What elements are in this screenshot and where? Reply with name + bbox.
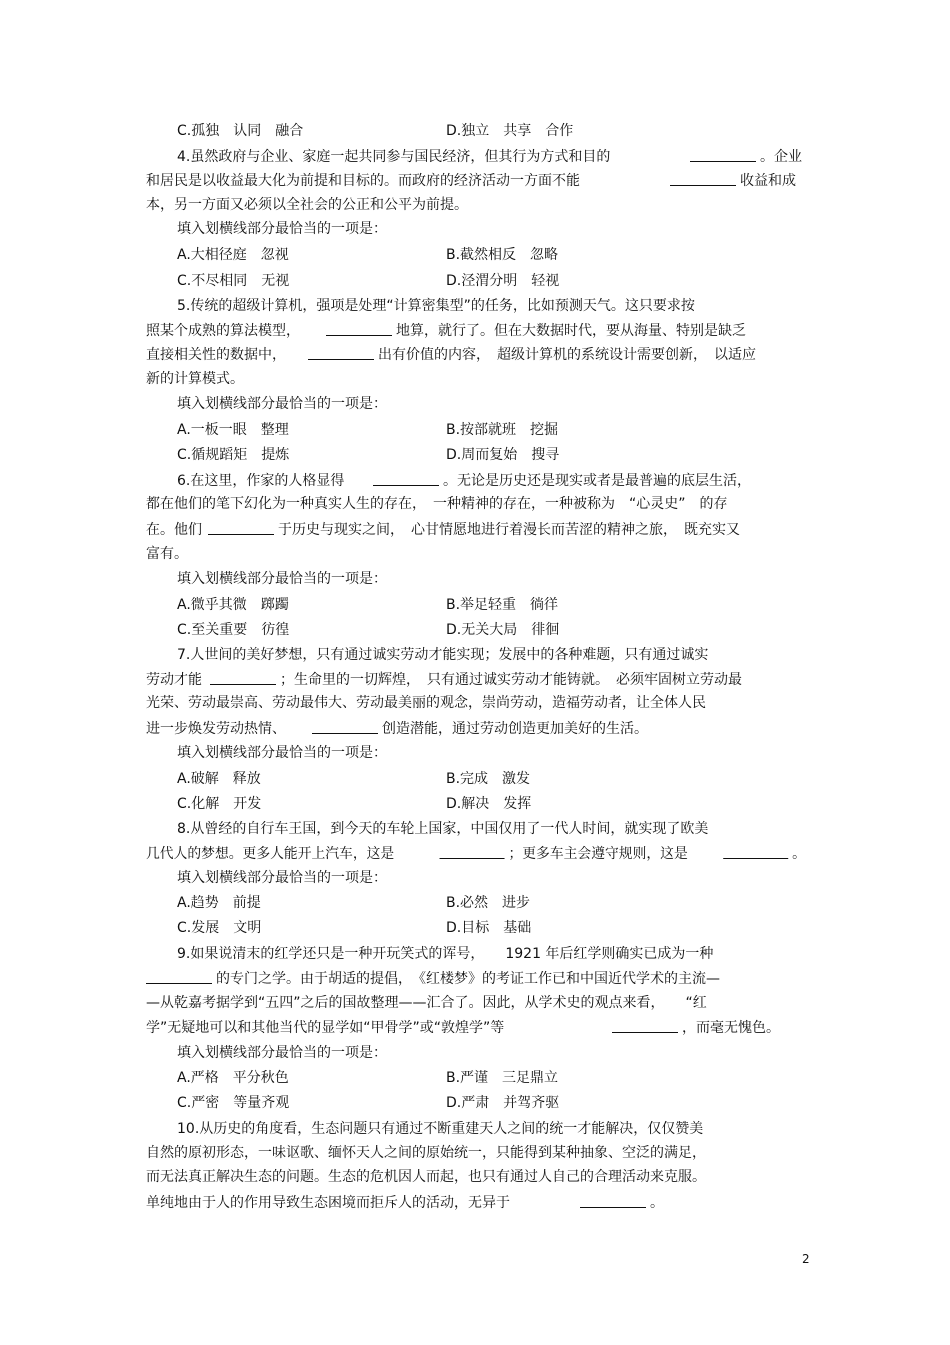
text-line [146, 520, 740, 539]
text-segment: 。 [792, 846, 806, 862]
text-line [146, 321, 746, 340]
text-segment: 和居民是以收益最大化为前提和目标的。而政府的经济活动一方面不能 [146, 173, 580, 189]
text-segment: 进一步焕发劳动热情、 [146, 721, 286, 737]
text-line [177, 147, 802, 166]
text-segment: 收益和成 [740, 173, 796, 189]
text-segment: D.解决 发挥 [446, 796, 532, 812]
text-segment: 填入划横线部分最恰当的一项是： [177, 870, 387, 886]
text-line [177, 1069, 289, 1087]
text-segment: 8.从曾经的自行车王国，到今天的车轮上国家，中国仅用了一代人时间，就实现了欧美 [177, 821, 709, 837]
text-segment: 学”无疑地可以和其他当代的显学如“甲骨学”或“敦煌学”等 [146, 1020, 505, 1036]
text-segment: D.无关大局 徘徊 [446, 622, 560, 638]
text-line [146, 1193, 664, 1212]
text-segment: B.截然相反 忽略 [446, 247, 559, 263]
text-segment: 而无法真正解决生态的问题。生态的危机因人而起，也只有通过人自己的合理活动来克服。 [146, 1169, 706, 1185]
text-line [146, 345, 756, 364]
text-line [177, 744, 387, 762]
text-segment: 4.虽然政府与企业、家庭一起共同参与国民经济，但其行为方式和目的 [177, 149, 611, 165]
text-segment: C.不尽相同 无视 [177, 273, 290, 289]
text-line [446, 621, 559, 639]
text-segment: 本，另一方面又必须以全社会的公正和公平为前提。 [146, 197, 468, 213]
text-line [177, 471, 751, 490]
text-segment: 9.如果说清末的红学还只是一种开玩笑式的诨号， 1921 年后红学则确实已成为一种 [177, 946, 714, 962]
text-line [146, 196, 468, 214]
text-line [177, 621, 289, 639]
text-segment: D.严肃 并驾齐驱 [446, 1095, 560, 1111]
text-segment: A.一板一眼 整理 [177, 422, 289, 438]
text-line [177, 869, 387, 887]
text-line [446, 1094, 559, 1112]
text-segment: 于历史与现实之间， 心甘情愿地进行着漫长而苦涩的精神之旅， 既充实又 [278, 522, 740, 538]
text-line [177, 820, 708, 838]
text-line [177, 446, 289, 464]
text-line [446, 421, 558, 439]
fill-in-blank [326, 321, 392, 336]
fill-in-blank [146, 969, 212, 984]
text-segment: 直接相关性的数据中， [146, 347, 286, 363]
text-segment: 填入划横线部分最恰当的一项是： [177, 1045, 387, 1061]
text-line [146, 1168, 706, 1186]
text-segment: 。 [650, 1195, 664, 1211]
text-line [177, 297, 695, 315]
fill-in-blank [440, 844, 505, 859]
text-segment: C.化解 开发 [177, 796, 262, 812]
text-line [146, 844, 806, 863]
text-segment: 照某个成熟的算法模型， [146, 323, 300, 339]
text-line [446, 770, 530, 788]
fill-in-blank [690, 147, 756, 162]
text-segment: 创造潜能，通过劳动创造更加美好的生活。 [382, 721, 648, 737]
text-segment: 10.从历史的角度看，生态问题只有通过不断重建天人之间的统一才能解决，仅仅赞美 [177, 1121, 704, 1137]
text-segment: 填入划横线部分最恰当的一项是： [177, 745, 387, 761]
text-segment: 填入划横线部分最恰当的一项是： [177, 396, 387, 412]
text-line [446, 919, 531, 937]
fill-in-blank [312, 719, 378, 734]
text-line [446, 795, 531, 813]
text-segment: 5.传统的超级计算机，强项是处理“计算密集型”的任务，比如预测天气。这只要求按 [177, 298, 695, 314]
text-segment: A.大相径庭 忽视 [177, 247, 289, 263]
text-segment: 地算，就行了。但在大数据时代，要从海量、特别是缺乏 [396, 323, 746, 339]
text-line [177, 770, 261, 788]
fill-in-blank [670, 171, 736, 186]
fill-in-blank [210, 670, 276, 685]
text-line [177, 1094, 289, 1112]
text-segment: C.循规蹈矩 提炼 [177, 447, 290, 463]
text-line [177, 220, 387, 238]
text-segment: A.严格 平分秋色 [177, 1070, 289, 1086]
text-line [177, 570, 387, 588]
text-line [446, 596, 558, 614]
text-segment: C.严密 等量齐观 [177, 1095, 290, 1111]
fill-in-blank [208, 520, 274, 535]
text-segment: —从乾嘉考据学到“五四”之后的国故整理——汇合了。因此，从学术史的观点来看， “红 [146, 995, 707, 1011]
text-line [177, 894, 261, 912]
text-segment: 的专门之学。由于胡适的提倡， 《红楼梦》的考证工作已和中国近代学术的主流— [216, 971, 720, 987]
text-segment: 。企业 [760, 149, 802, 165]
text-line [146, 1018, 780, 1037]
text-segment: C.发展 文明 [177, 920, 262, 936]
text-segment: B.按部就班 挖掘 [446, 422, 559, 438]
text-segment: 6.在这里，作家的人格显得 [177, 473, 345, 489]
text-segment: 都在他们的笔下幻化为一种真实人生的存在， 一种精神的存在，一种被称为 “心灵史” 的存 [146, 496, 728, 512]
text-segment: 在。他们 [146, 522, 202, 538]
text-line [146, 370, 244, 388]
fill-in-blank [373, 471, 439, 486]
text-segment: A.趋势 前提 [177, 895, 261, 911]
text-line [146, 694, 706, 712]
text-line [446, 1069, 558, 1087]
text-segment: 新的计算模式。 [146, 371, 244, 387]
text-segment: 自然的原初形态，一味讴歌、缅怀天人之间的原始统一，只能得到某种抽象、空泛的满足， [146, 1145, 706, 1161]
text-line [177, 1044, 387, 1062]
text-segment: B.举足轻重 徜徉 [446, 597, 559, 613]
text-line [177, 919, 261, 937]
text-segment: D.泾渭分明 轻视 [446, 273, 560, 289]
text-segment: 。无论是历史还是现实或者是最普遍的底层生活， [443, 473, 751, 489]
text-line [177, 421, 289, 439]
text-line [146, 719, 648, 738]
text-segment: A.微乎其微 踯躅 [177, 597, 289, 613]
text-segment: ；更多车主会遵守规则，这是 [508, 846, 688, 862]
text-segment: 出有价值的内容， 超级计算机的系统设计需要创新， 以适应 [378, 347, 756, 363]
fill-in-blank [723, 844, 788, 859]
text-segment: ，而毫无愧色。 [682, 1020, 780, 1036]
text-line [446, 272, 559, 290]
text-line [146, 1144, 706, 1162]
text-line [177, 945, 713, 963]
text-segment: B.完成 激发 [446, 771, 531, 787]
text-segment: D.目标 基础 [446, 920, 532, 936]
text-segment: 光荣、劳动最崇高、劳动最伟大、劳动最美丽的观念，崇尚劳动，造福劳动者，让全体人民 [146, 695, 706, 711]
page-number: 2 [802, 1252, 810, 1266]
text-line [177, 596, 289, 614]
text-line [446, 894, 530, 912]
fill-in-blank [308, 345, 374, 360]
text-segment: 填入划横线部分最恰当的一项是： [177, 571, 387, 587]
fill-in-blank [612, 1018, 678, 1033]
text-segment: B.严谨 三足鼎立 [446, 1070, 559, 1086]
text-line [146, 545, 188, 563]
text-segment: 单纯地由于人的作用导致生态困境而拒斥人的活动，无异于 [146, 1195, 510, 1211]
text-line [177, 122, 303, 140]
text-line [177, 646, 708, 664]
text-segment: D.独立 共享 合作 [446, 123, 574, 139]
text-line [177, 795, 261, 813]
text-line [177, 246, 289, 264]
text-line [177, 1120, 703, 1138]
fill-in-blank [580, 1193, 646, 1208]
text-segment: C.至关重要 彷徨 [177, 622, 290, 638]
text-line [146, 495, 728, 513]
text-segment: B.必然 进步 [446, 895, 531, 911]
text-line [446, 446, 559, 464]
text-line [177, 395, 387, 413]
text-line [146, 969, 720, 988]
text-segment: 劳动才能 [146, 672, 202, 688]
text-segment: C.孤独 认同 融合 [177, 123, 304, 139]
text-segment: ；生命里的一切辉煌， 只有通过诚实劳动才能铸就。 必须牢固树立劳动最 [280, 672, 742, 688]
text-line [146, 171, 796, 190]
text-segment: 填入划横线部分最恰当的一项是： [177, 221, 387, 237]
text-segment: A.破解 释放 [177, 771, 261, 787]
text-line [177, 272, 289, 290]
text-segment: 7.人世间的美好梦想，只有通过诚实劳动才能实现；发展中的各种难题，只有通过诚实 [177, 647, 709, 663]
text-segment: 富有。 [146, 546, 188, 562]
text-line [146, 670, 742, 689]
text-line [146, 994, 707, 1012]
text-segment: 几代人的梦想。更多人能开上汽车，这是 [146, 846, 395, 862]
text-segment: D.周而复始 搜寻 [446, 447, 560, 463]
text-line [446, 122, 573, 140]
text-line [446, 246, 558, 264]
